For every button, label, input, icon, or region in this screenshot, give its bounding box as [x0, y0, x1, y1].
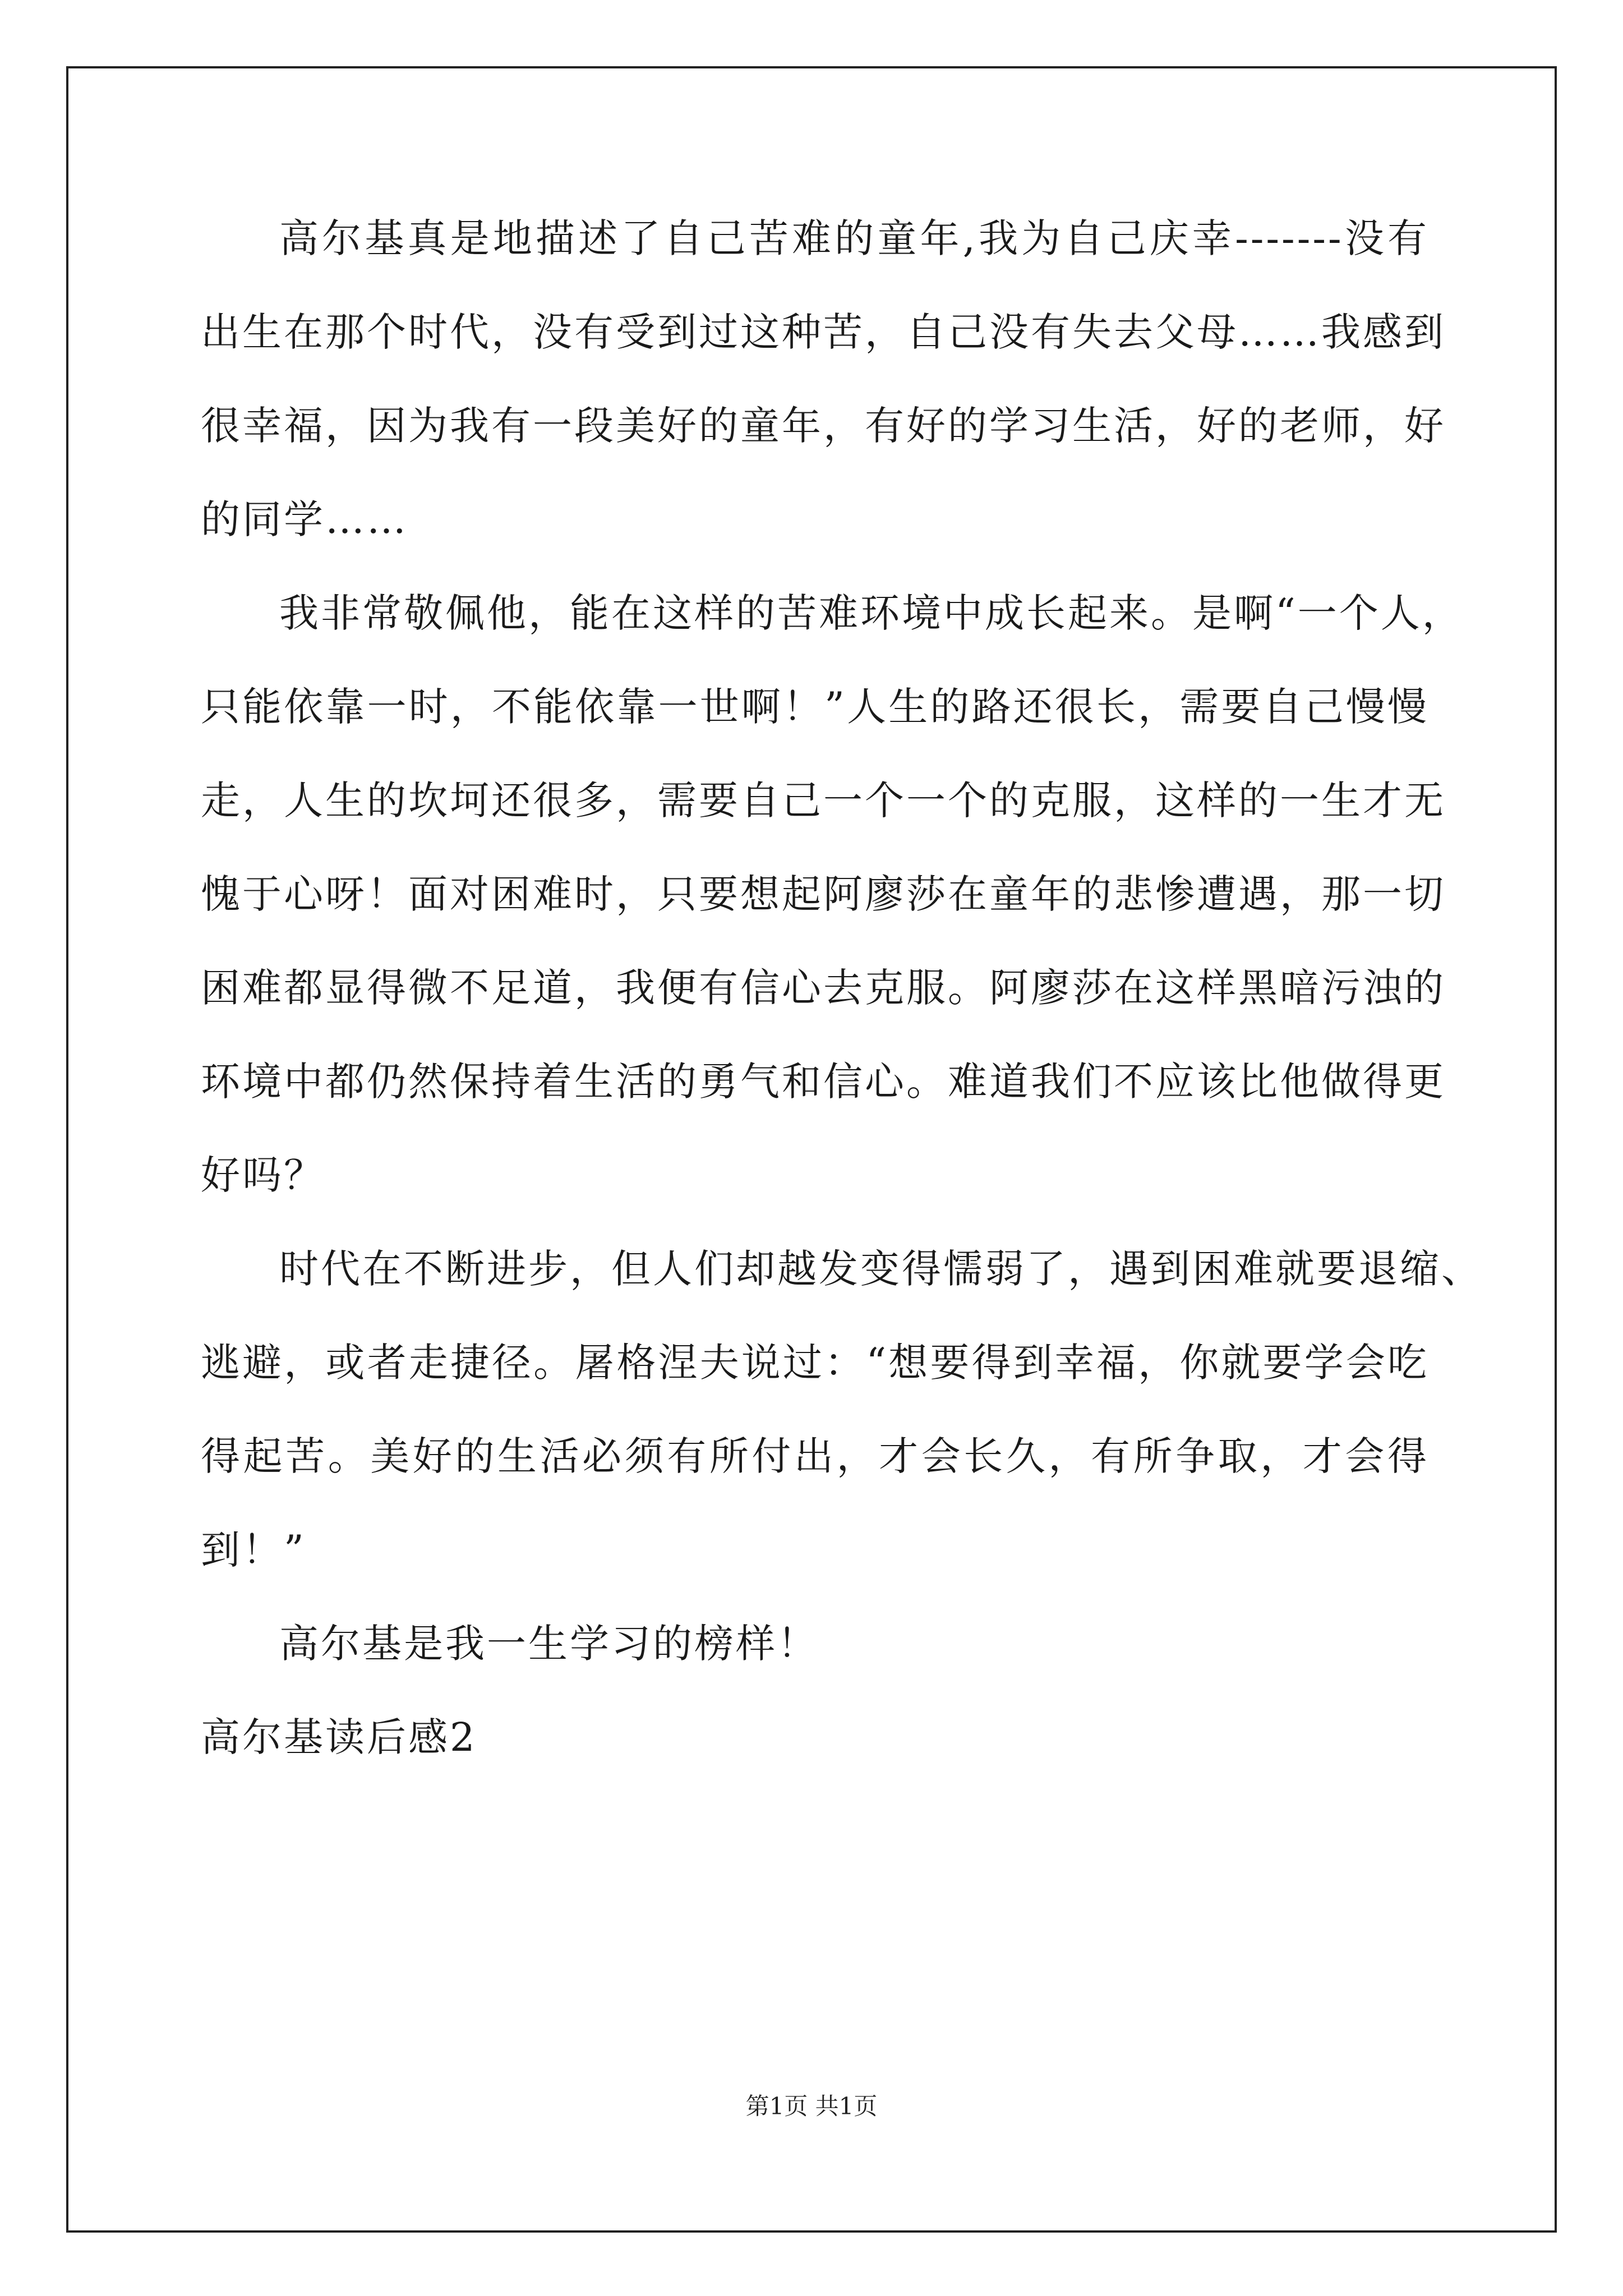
paragraph-1-line-2: 出生在那个时代，没有受到过这种苦，自己没有失去父母……我感到 [201, 309, 1446, 355]
paragraph-2-line-5: 困难都显得微不足道，我便有信心去克服。阿廖莎在这样黑暗污浊的 [201, 965, 1446, 1011]
paragraph-1-line-1: 高尔基真是地描述了自己苦难的童年,我为自己庆幸-------没有 [279, 215, 1429, 261]
paragraph-2-line-6: 环境中都仍然保持着生活的勇气和信心。难道我们不应该比他做得更 [201, 1059, 1446, 1105]
paragraph-2-line-4: 愧于心呀！面对困难时，只要想起阿廖莎在童年的悲惨遭遇，那一切 [201, 871, 1446, 917]
page-footer: 第1页 共1页 [745, 2092, 878, 2120]
paragraph-3-line-3: 得起苦。美好的生活必须有所付出，才会长久，有所争取，才会得 [201, 1433, 1429, 1479]
section-title: 高尔基读后感2 [201, 1714, 477, 1760]
paragraph-1-line-3: 很幸福，因为我有一段美好的童年，有好的学习生活，好的老师，好 [201, 403, 1446, 449]
paragraph-3-line-4: 到！” [201, 1527, 306, 1573]
paragraph-4-line-1: 高尔基是我一生学习的榜样！ [279, 1621, 819, 1667]
paragraph-2-line-3: 走，人生的坎坷还很多，需要自己一个一个的克服，这样的一生才无 [201, 777, 1446, 823]
paragraph-3-line-1: 时代在不断进步，但人们却越发变得懦弱了，遇到困难就要退缩、 [279, 1246, 1483, 1292]
page-border [66, 66, 1557, 2233]
paragraph-1-line-4: 的同学…… [201, 496, 408, 542]
paragraph-2-line-7: 好吗？ [201, 1152, 325, 1198]
paragraph-3-line-2: 逃避，或者走捷径。屠格涅夫说过：“想要得到幸福，你就要学会吃 [201, 1340, 1429, 1386]
paragraph-2-line-1: 我非常敬佩他，能在这样的苦难环境中成长起来。是啊“一个人， [279, 590, 1464, 636]
paragraph-2-line-2: 只能依靠一时，不能依靠一世啊！”人生的路还很长，需要自己慢慢 [201, 684, 1429, 730]
